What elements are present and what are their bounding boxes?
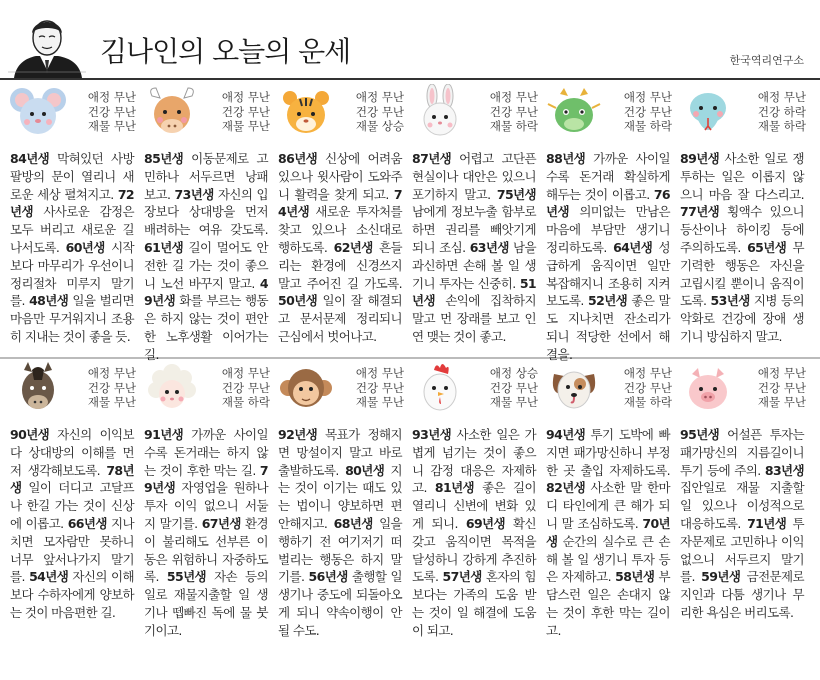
fortune-text <box>278 426 402 640</box>
fortune-sentence: 흔들리는 환경에 신경쓰지 말고 주어진 길 가도록. <box>278 239 403 291</box>
stat-line: 애정 무난 <box>757 90 806 104</box>
snake-icon <box>678 84 738 140</box>
stat-line: 애정 무난 <box>623 90 672 104</box>
stat-line: 애정 무난 <box>757 366 806 380</box>
fortune-stats <box>204 90 270 134</box>
fortune-sentence: 좋은 길이 열리니 신변에 변화 있게 되니. <box>412 480 537 531</box>
birth-year: 86년생 <box>278 151 318 166</box>
birth-year: 80년생 <box>345 462 385 478</box>
fortune-stats <box>338 90 404 134</box>
fortune-sentence: 일을 행하기 전 여기저기 떠벌리는 행동은 하지 말기를. <box>278 515 403 585</box>
birth-year: 67년생 <box>201 515 241 531</box>
birth-year: 50년생 <box>278 293 318 309</box>
fortune-cell <box>544 358 672 638</box>
stat-line: 건강 무난 <box>221 104 270 119</box>
stat-line: 건강 무난 <box>757 380 806 395</box>
fortune-sentence: 일을 벌리면 마음만 무거워지니 조용히 지내는 것이 좋을 듯. <box>10 293 134 344</box>
fortune-sentence: 집안일로 재물 지출할 일 있으나 이성적으로 대응하도록. <box>680 480 804 531</box>
fortune-sentence: 신상에 어려움 있으나 윗사람이 도와주니 활력을 찾게 되고. <box>278 151 402 202</box>
stat-line: 재물 하락 <box>623 119 672 133</box>
tiger-icon <box>276 84 336 140</box>
birth-year: 60년생 <box>65 239 105 255</box>
fortune-sentence: 시작보다 마무리가 우선이니 정리절차 미루지 말기를. <box>10 239 135 309</box>
fortune-sentence: 자신의 입장보다 상대방을 먼저 배려하는 여유 갖도록. <box>144 186 268 238</box>
stat-line: 재물 하락 <box>221 395 270 409</box>
birth-year: 65년생 <box>747 239 787 255</box>
fortune-row-1 <box>8 82 812 362</box>
fortune-stats <box>204 366 270 410</box>
rabbit-icon <box>410 84 470 140</box>
fortune-sentence: 자신의 이익보다 상대방의 이해를 먼저 생각해보도록. <box>10 427 134 478</box>
fortune-text <box>546 150 670 364</box>
fortune-sentence: 지병 등의 악화로 건강에 장애 생기니 방심하지 말고. <box>680 293 804 344</box>
fortune-sentence: 자영업을 원하나 투자 이익 없으니 서둘지 말기를. <box>144 480 269 531</box>
fortune-sentence: 사사로운 감정은 모두 버리고 새로운 길 나서도록. <box>10 204 134 255</box>
fortune-sentence: 막혀있던 사방팔방의 문이 열리니 새로운 세상 펼쳐지고. <box>10 151 134 202</box>
fortune-sentence: 혼자의 힘보다는 가족의 도움 받는 것이 일 해결에 도움이 되고. <box>412 569 536 638</box>
birth-year: 48년생 <box>29 293 69 309</box>
fortune-text <box>144 150 268 364</box>
birth-year: 51년생 <box>412 275 537 309</box>
birth-year: 57년생 <box>442 569 482 585</box>
fortune-cell <box>678 82 806 352</box>
fortune-sentence: 의미없는 만남은 마음에 부담만 생기니 정리하도록. <box>546 204 670 255</box>
fortune-sentence: 길이 멀어도 안전한 길 가는 것이 좋으니 노선 바꾸지 말고. <box>144 239 268 291</box>
fortune-cell <box>8 82 136 352</box>
stat-line: 애정 무난 <box>87 90 136 104</box>
rooster-icon <box>410 360 470 416</box>
fortune-sentence: 좋은 말도 지나치면 잔소리가 되니 적당한 선에서 해결을. <box>546 293 670 362</box>
fortune-cell <box>410 82 538 352</box>
fortune-sentence: 확신 갖고 움직이면 목적을 달성하니 강하게 추진하도록. <box>412 515 536 585</box>
fortune-text <box>412 426 536 640</box>
stat-line: 재물 무난 <box>757 395 806 409</box>
fortune-text <box>412 150 536 346</box>
stat-line: 재물 무난 <box>87 395 136 409</box>
birth-year: 76년생 <box>546 186 671 220</box>
stat-line: 애정 무난 <box>489 90 538 104</box>
fortune-cell <box>544 82 672 362</box>
fortune-sentence: 투기 도박에 빠지면 패가망신하니 부정한 곳 출입 자제하도록. <box>546 427 670 478</box>
birth-year: 69년생 <box>465 515 506 531</box>
fortune-text <box>546 426 670 640</box>
stat-line: 건강 무난 <box>489 104 538 119</box>
fortune-sentence: 손익에 집착하지 말고 먼 장래를 보고 인연 맺는 것이 좋고. <box>412 293 536 344</box>
fortune-cell <box>410 358 538 638</box>
fortune-sentence: 출행할 일 생기나 중도에 되돌아오게 되니 약속이행이 안될 수도. <box>278 569 402 638</box>
fortune-stats <box>70 90 136 134</box>
sheep-icon <box>142 360 202 416</box>
birth-year: 59년생 <box>701 569 741 585</box>
birth-year: 89년생 <box>680 151 720 166</box>
birth-year: 68년생 <box>333 515 373 531</box>
fortune-sentence: 횡액수 있으니 등산이나 하이킹 등에 주의하도록. <box>680 204 804 255</box>
fortune-sentence: 목표가 정해지면 망설이지 말고 바로 출발하도록. <box>278 427 402 478</box>
birth-year: 71년생 <box>747 515 787 531</box>
fortune-grid <box>8 82 812 638</box>
fortune-sentence: 무기력한 행동은 자신을 고립시킬 뿐이니 움직이도록. <box>680 239 805 309</box>
fortune-text <box>680 150 804 346</box>
fortune-stats <box>472 366 538 410</box>
stat-line: 애정 상승 <box>489 366 538 380</box>
birth-year: 90년생 <box>10 427 50 442</box>
birth-year: 62년생 <box>333 239 373 255</box>
fortune-stats <box>606 366 672 410</box>
fortune-text <box>278 150 402 346</box>
horse-icon <box>8 360 68 416</box>
source-credit: 한국역리연구소 <box>729 54 804 67</box>
fortune-stats <box>338 366 404 410</box>
fortune-cell <box>276 82 404 352</box>
stat-line: 건강 무난 <box>355 104 404 119</box>
page-title: 김나인의 오늘의 운세 <box>100 35 351 68</box>
fortune-sentence: 투자문제로 고민하나 이익 없으니 서두르지 말기를. <box>680 515 805 585</box>
fortune-sentence: 금전문제로 지인과 다툼 생기나 무리한 욕심은 버리도록. <box>680 569 804 620</box>
fortune-sentence: 환경이 불리해도 선부른 이동은 위험하니 자중하도록. <box>144 515 268 585</box>
stat-line: 재물 무난 <box>87 119 136 133</box>
stat-line: 건강 하락 <box>757 104 806 119</box>
fortune-sentence: 일이 더디고 고달프나 한길 가는 것이 신상에 이롭고. <box>10 480 134 531</box>
fortune-cell <box>142 358 270 638</box>
birth-year: 85년생 <box>144 151 184 166</box>
stat-line: 건강 무난 <box>87 104 136 119</box>
birth-year: 70년생 <box>546 515 671 549</box>
stat-line: 애정 무난 <box>87 366 136 380</box>
birth-year: 53년생 <box>710 293 750 309</box>
stat-line: 애정 무난 <box>623 366 672 380</box>
birth-year: 61년생 <box>144 239 184 255</box>
fortune-cell <box>8 358 136 628</box>
stat-line: 재물 무난 <box>221 119 270 133</box>
fortune-stats <box>606 90 672 134</box>
fortune-text <box>144 426 268 640</box>
stat-line: 건강 무난 <box>221 380 270 395</box>
birth-year: 66년생 <box>67 515 107 531</box>
fortune-sentence: 이동문제로 고민하나 서두르면 낭패 보고. <box>144 151 268 202</box>
birth-year: 63년생 <box>469 239 509 255</box>
birth-year: 92년생 <box>278 427 318 442</box>
fortune-sentence: 지는 것이 이기는 때도 있는 법이니 양보하면 편안해지고. <box>278 462 403 531</box>
monkey-icon <box>276 360 336 416</box>
dog-icon <box>544 360 604 416</box>
birth-year: 52년생 <box>588 293 628 309</box>
fortune-sentence: 사소한 일로 쟁투하는 일은 이롭지 않으니 마음 잘 다스리고. <box>680 151 804 202</box>
stat-line: 건강 무난 <box>355 380 404 395</box>
birth-year: 91년생 <box>144 427 184 442</box>
fortune-row-2 <box>8 358 812 638</box>
fortune-sentence: 남에게 정보누출 함부로 하면 권리를 빼앗기게 되니 조심. <box>412 204 536 255</box>
stat-line: 재물 무난 <box>489 395 538 409</box>
fortune-text <box>10 426 134 622</box>
fortune-sentence: 사소한 일은 가볍게 넘기는 것이 좋으니 감정 대응은 자제하고. <box>412 427 536 496</box>
mouse-icon <box>8 84 68 140</box>
stat-line: 애정 무난 <box>355 90 404 104</box>
birth-year: 58년생 <box>615 569 655 585</box>
fortune-sentence: 일이 잘 해결되고 문서문제 정리되니 근심에서 벗어나고. <box>278 293 402 344</box>
fortune-sentence: 성급하게 움직이면 일만 복잡해지니 조용히 지켜보도록. <box>546 239 671 309</box>
birth-year: 49년생 <box>144 275 269 309</box>
fortune-sentence: 가까운 사이일수록 돈거래 확실하게 해두는 것이 이롭고. <box>546 151 670 202</box>
stat-line: 건강 무난 <box>623 104 672 119</box>
birth-year: 54년생 <box>29 569 69 585</box>
fortune-sentence: 순간의 실수로 큰 손해 볼 일 생기니 투자 등은 자제하고. <box>546 533 671 585</box>
ox-icon <box>142 84 202 140</box>
stat-line: 애정 무난 <box>221 366 270 380</box>
birth-year: 82년생 <box>546 480 586 496</box>
fortune-sentence: 어설픈 투자는 패가망신의 지름길이니 투기 등에 주의. <box>680 427 804 478</box>
birth-year: 55년생 <box>166 569 207 585</box>
fortune-sentence: 부담스런 일은 손대지 않는 것이 후한 막는 길이고. <box>546 569 670 638</box>
fortune-stats <box>472 90 538 134</box>
birth-year: 94년생 <box>546 427 586 442</box>
pig-icon <box>678 360 738 416</box>
dragon-icon <box>544 84 604 140</box>
birth-year: 93년생 <box>412 427 452 442</box>
birth-year: 74년생 <box>278 186 403 220</box>
birth-year: 64년생 <box>613 239 653 255</box>
stat-line: 건강 무난 <box>623 380 672 395</box>
header <box>0 0 820 80</box>
fortune-sentence: 자신의 이해보다 수하자에게 양보하는 것이 마음편한 길. <box>10 569 134 620</box>
birth-year: 83년생 <box>764 462 804 478</box>
birth-year: 56년생 <box>308 569 348 585</box>
birth-year: 95년생 <box>680 427 720 442</box>
header-rule <box>0 78 820 80</box>
fortune-cell <box>276 358 404 638</box>
birth-year: 73년생 <box>174 186 214 202</box>
birth-year: 81년생 <box>434 480 475 496</box>
birth-year: 79년생 <box>144 462 269 496</box>
stat-line: 건강 무난 <box>489 380 538 395</box>
stat-line: 애정 무난 <box>221 90 270 104</box>
fortune-sentence: 자손 등의 일로 재물지출할 일 생기나 뗍빠진 독에 물 붓기이고. <box>144 569 269 638</box>
fortune-stats <box>740 90 806 134</box>
birth-year: 78년생 <box>10 462 134 496</box>
fortune-sentence: 지나치면 모자람만 못하니 너무 앞서나가지 말기를. <box>10 515 134 585</box>
author-portrait-icon <box>8 10 86 78</box>
fortune-text <box>10 150 134 346</box>
stat-line: 재물 하락 <box>623 395 672 409</box>
birth-year: 72년생 <box>10 186 135 220</box>
stat-line: 건강 무난 <box>87 380 136 395</box>
fortune-sentence: 사소한 말 한마디 타인에게 큰 해가 되니 말 조심하도록. <box>546 480 670 531</box>
fortune-sentence: 남을 과신하면 손해 볼 일 생기니 투자는 신중히. <box>412 239 536 291</box>
birth-year: 75년생 <box>496 186 536 202</box>
fortune-cell <box>142 82 270 362</box>
birth-year: 77년생 <box>680 204 720 220</box>
stat-line: 재물 하락 <box>757 119 806 133</box>
birth-year: 84년생 <box>10 151 50 166</box>
fortune-stats <box>70 366 136 410</box>
stat-line: 재물 하락 <box>489 119 538 133</box>
birth-year: 88년생 <box>546 151 586 166</box>
fortune-sentence: 가까운 사이일수록 돈거래는 하지 않는 것이 후한 막는 길. <box>144 427 268 478</box>
stat-line: 재물 무난 <box>355 395 404 409</box>
birth-year: 87년생 <box>412 151 452 166</box>
fortune-sentence: 새로운 투자처를 찾고 있으나 소신대로 행하도록. <box>278 204 403 255</box>
stat-line: 애정 무난 <box>355 366 404 380</box>
fortune-cell <box>678 358 806 628</box>
fortune-sentence: 어렵고 고단픈 현실이나 대안은 있으니 포기하지 말고. <box>412 151 536 202</box>
stat-line: 재물 상승 <box>355 119 404 133</box>
fortune-sentence: 화를 부르는 행동은 하지 않는 것이 편안한 노후생활 이어가는 길. <box>144 293 268 362</box>
fortune-stats <box>740 366 806 410</box>
fortune-text <box>680 426 804 622</box>
